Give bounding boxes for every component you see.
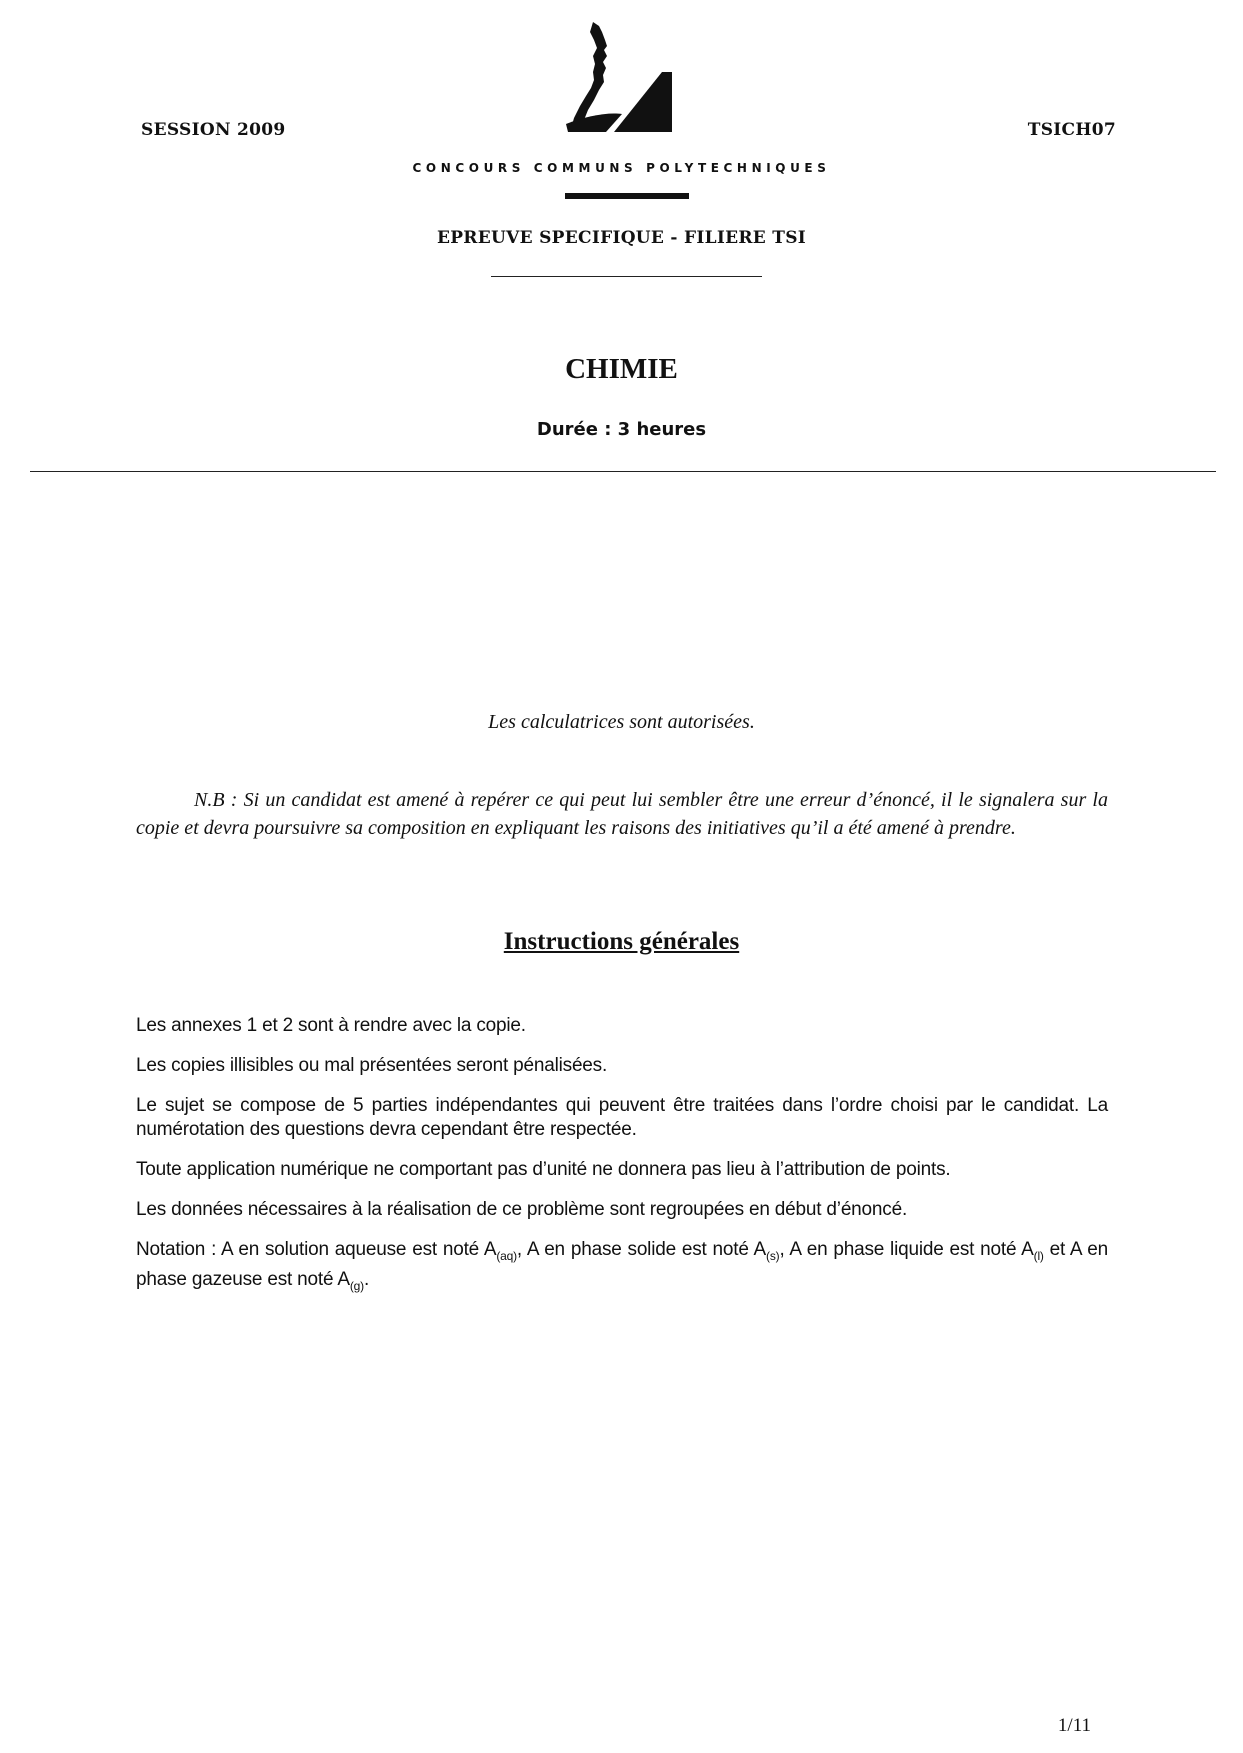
epreuve-title: EPREUVE SPECIFIQUE - FILIERE TSI — [436, 228, 807, 248]
duration: Durée : 3 heures — [536, 419, 707, 440]
concours-name: CONCOURS COMMUNS POLYTECHNIQUES — [412, 161, 831, 175]
instruction-parties: Le sujet se compose de 5 parties indépendantes qui peuvent être traitées dans l’ordre choisi par le candidat. La numérotation des questions devra cependant être respectée. — [136, 1095, 1108, 1140]
header-divider — [491, 276, 762, 277]
calculator-note: Les calculatrices sont autorisées. — [488, 711, 755, 733]
subject-title: CHIMIE — [565, 353, 678, 385]
exam-code: TSICH07 — [1027, 120, 1116, 140]
instructions-title: Instructions générales — [503, 928, 740, 955]
instruction-unites: Toute application numérique ne comportant pas d’unité ne donnera pas lieu à l’attribution de points. — [136, 1159, 951, 1180]
instruction-notation: Notation : A en solution aqueuse est noté $A_{(aq)}$, A en phase solide est noté $A_{(s)}$, A en phase liquide est noté $A_{(l)}$ et A en phase gazeuse est noté $A_{(g)}$. — [136, 1239, 1109, 1293]
logo-underline — [565, 193, 689, 199]
page-divider — [30, 471, 1216, 472]
instruction-donnees: Les données nécessaires à la réalisation de ce problème sont regroupées en début d’énoncé. — [136, 1199, 908, 1220]
instruction-copies: Les copies illisibles ou mal présentées seront pénalisées. — [136, 1055, 608, 1076]
concours-logo — [566, 20, 686, 152]
instruction-annexes: Les annexes 1 et 2 sont à rendre avec la copie. — [136, 1015, 526, 1036]
nb-note: N.B : Si un candidat est amené à repérer ce qui peut lui sembler être une erreur d’énoncé, il le signalera sur la copie et devra poursuivre sa composition en expliquant les raisons des initiatives qu’il a été amené à prendre. — [136, 789, 1108, 839]
page-number: 1/11 — [1057, 1715, 1091, 1736]
session-label: SESSION 2009 — [141, 120, 286, 140]
